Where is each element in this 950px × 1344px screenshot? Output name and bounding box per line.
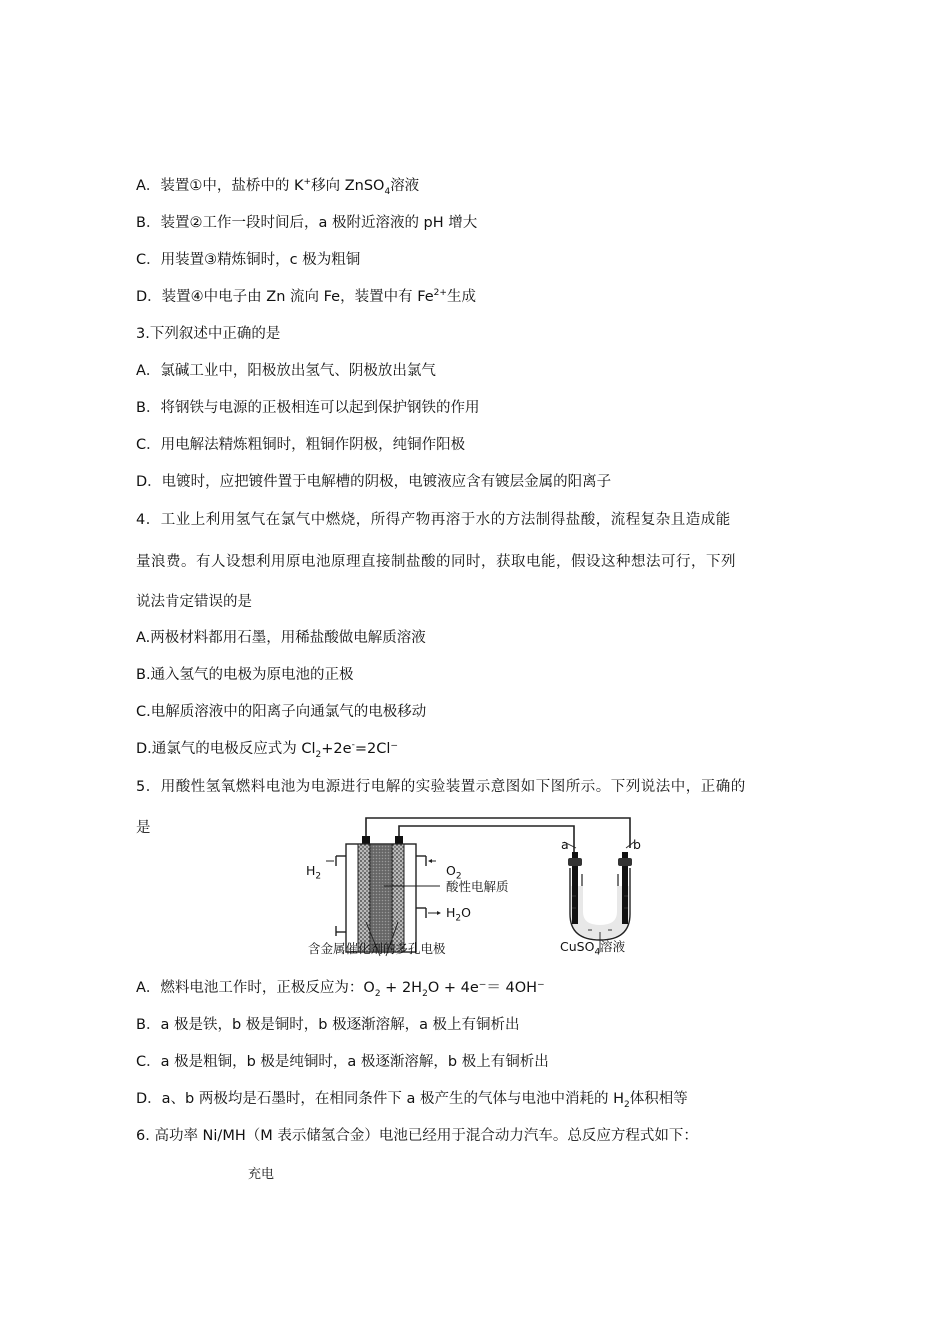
label-cuso4-solution: CuSO$_4$溶液 — [560, 939, 626, 958]
terminal-left — [362, 836, 370, 844]
anode-electrode — [358, 844, 370, 952]
wire-a — [399, 826, 574, 852]
label-h2: $H_2$ — [306, 863, 322, 882]
q3-option-b: B．将钢铁与电源的正极相连可以起到保护钢铁的作用 — [136, 400, 480, 416]
label-acid-electrolyte: 酸性电解质 — [446, 879, 509, 894]
q3-option-d: D．电镀时，应把镀件置于电解槽的阴极，电镀液应含有镀层金属的阳离子 — [136, 474, 612, 490]
q5-stem-line2: 是 — [136, 820, 151, 836]
q3-stem: 3.下列叙述中正确的是 — [136, 326, 281, 342]
q4-option-b: B.通入氢气的电极为原电池的正极 — [136, 667, 354, 683]
fuel-cell-electrolysis-figure — [300, 812, 640, 962]
label-electrode-b: b — [633, 837, 641, 852]
q4-stem-line1: 4．工业上利用氢气在氯气中燃烧，所得产物再溶于水的方法制得盐酸，流程复杂且造成能 — [136, 512, 731, 528]
cuso4-solution-fill — [571, 886, 629, 939]
acid-electrolyte — [370, 844, 392, 952]
q4-option-d: D.通氯气的电极反应式为 $Cl_2+2e^-=2Cl^-$ — [136, 740, 399, 760]
q6-charge-label: 充电 — [248, 1167, 275, 1182]
q5-stem-line1: 5．用酸性氢氧燃料电池为电源进行电解的实验装置示意图如下图所示。下列说法中，正确的 — [136, 779, 746, 795]
q3-option-a: A．氯碱工业中，阳极放出氢气、阴极放出氯气 — [136, 363, 436, 379]
label-o2: $O_2$ — [446, 863, 462, 882]
q5-option-b: B．a 极是铁，b 极是铜时，b 极逐渐溶解，a 极上有铜析出 — [136, 1017, 520, 1033]
label-porous-electrode: 含金属催化剂的多孔电极 — [308, 941, 446, 956]
terminal-right — [395, 836, 403, 844]
q5-option-c: C．a 极是粗铜，b 极是纯铜时，a 极逐渐溶解，b 极上有铜析出 — [136, 1054, 549, 1070]
q4-stem-line3: 说法肯定错误的是 — [136, 594, 252, 610]
label-h2o: $H_2O$ — [446, 905, 471, 924]
q6-stem: 6. 高功率 Ni/MH（M 表示储氢合金）电池已经用于混合动力汽车。总反应方程式如下： — [136, 1128, 698, 1144]
q2-option-a: A．装置①中，盐桥中的 K+移向 ZnSO$_4$溶液 — [136, 177, 420, 197]
q5-option-d: D．a、b 两极均是石墨时，在相同条件下 a 极产生的气体与电池中消耗的 $H_2$体积相等 — [136, 1091, 688, 1110]
q5-option-a: A．燃料电池工作时，正极反应为：$O_2 + 2H_2O + 4e^-= 4OH^-$ — [136, 980, 545, 999]
cathode-electrode — [392, 844, 404, 952]
q4-option-a: A.两极材料都用石墨，用稀盐酸做电解质溶液 — [136, 630, 426, 646]
q3-option-c: C．用电解法精炼粗铜时，粗铜作阴极，纯铜作阳极 — [136, 437, 466, 453]
q2-option-d: D．装置④中电子由 Zn 流向 Fe，装置中有 $Fe^{2+}$生成 — [136, 288, 476, 305]
q2-option-c: C．用装置③精炼铜时，c 极为粗铜 — [136, 252, 361, 268]
q4-stem-line2: 量浪费。有人设想利用原电池原理直接制盐酸的同时，获取电能，假设这种想法可行，下列 — [136, 554, 736, 570]
u-tube-inner — [582, 874, 618, 926]
q4-option-c: C.电解质溶液中的阳离子向通氯气的电极移动 — [136, 704, 427, 720]
label-electrode-a: a — [561, 837, 569, 852]
q2-option-b: B．装置②工作一段时间后，a 极附近溶液的 pH 增大 — [136, 215, 478, 231]
